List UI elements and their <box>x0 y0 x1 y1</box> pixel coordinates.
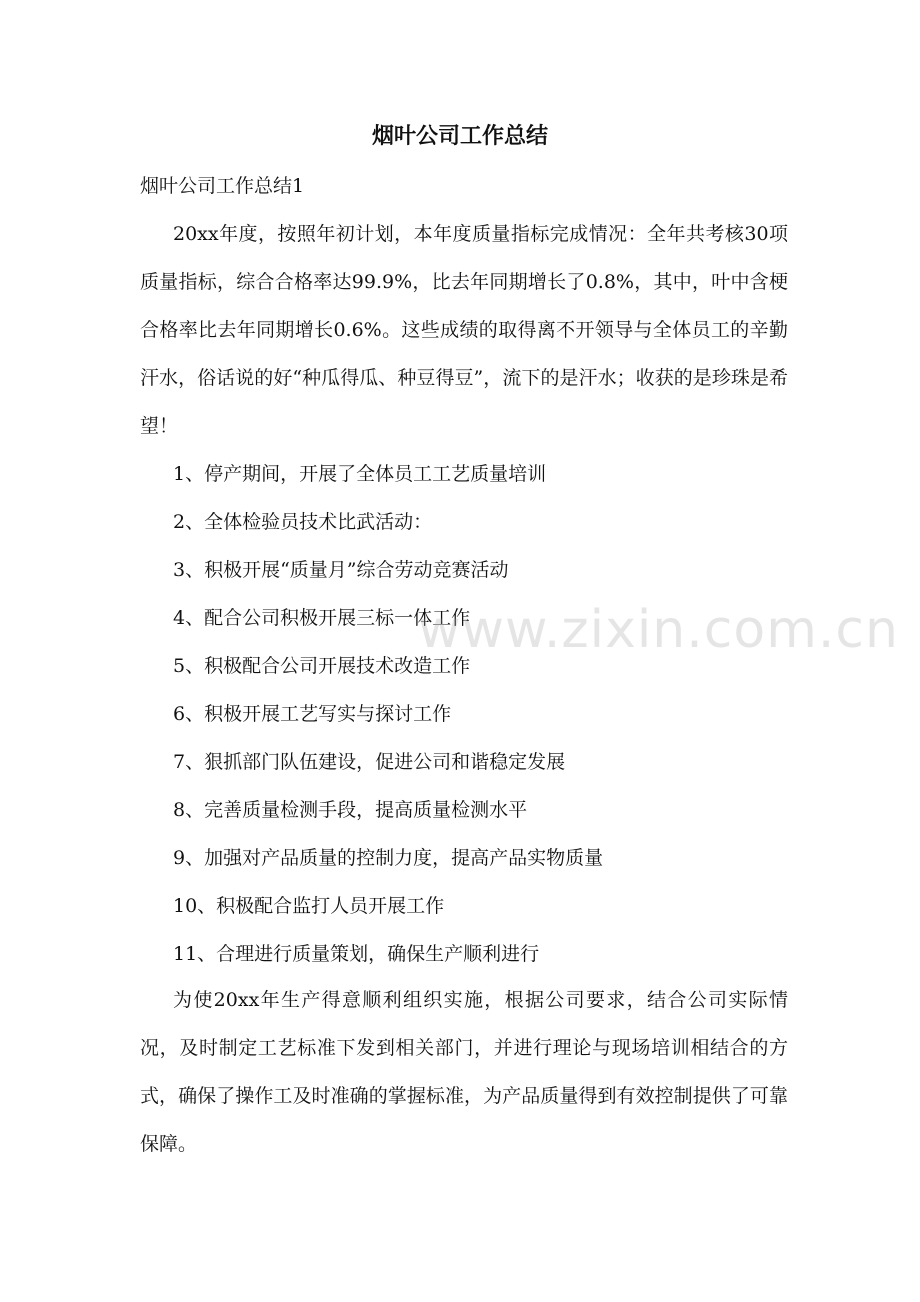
list-item: 9、加强对产品质量的控制力度，提高产品实物质量 <box>173 847 604 869</box>
section-heading: 烟叶公司工作总结1 <box>140 175 305 197</box>
list-item: 2、全体检验员技术比武活动： <box>173 511 433 533</box>
list-item: 11、合理进行质量策划，确保生产顺利进行 <box>173 943 540 965</box>
list-item: 10、积极配合监打人员开展工作 <box>173 895 445 917</box>
list-item: 7、狠抓部门队伍建设，促进公司和谐稳定发展 <box>173 751 566 773</box>
intro-paragraph: 20xx年度，按照年初计划，本年度质量指标完成情况：全年共考核30项质量指标，综合合格率达99.9%，比去年同期增长了0.8%，其中，叶中含梗合格率比去年同期增长0.6%。这些成绩的取得离不开领导与全体员工的辛勤汗水，俗话说的好“种瓜得瓜、种豆得豆”，流下的是汗水；收获的是珍珠是希望！ <box>140 223 788 437</box>
list-item: 4、配合公司积极开展三标一体工作 <box>173 607 471 629</box>
watermark: www.zixin.com.cn <box>418 600 899 660</box>
list-item: 6、积极开展工艺写实与探讨工作 <box>173 703 452 725</box>
list-item: 5、积极配合公司开展技术改造工作 <box>173 655 471 677</box>
document-title: 烟叶公司工作总结 <box>371 123 548 149</box>
list-item: 1、停产期间，开展了全体员工工艺质量培训 <box>173 463 547 485</box>
list-item: 8、完善质量检测手段，提高质量检测水平 <box>173 799 528 821</box>
work-items-list <box>173 450 603 978</box>
closing-paragraph: 为使20xx年生产得意顺利组织实施，根据公司要求，结合公司实际情况，及时制定工艺标准下发到相关部门，并进行理论与现场培训相结合的方式，确保了操作工及时准确的掌握标准，为产品质量得到有效控制提供了可靠保障。 <box>140 989 788 1155</box>
list-item: 3、积极开展“质量月”综合劳动竞赛活动 <box>173 559 509 581</box>
